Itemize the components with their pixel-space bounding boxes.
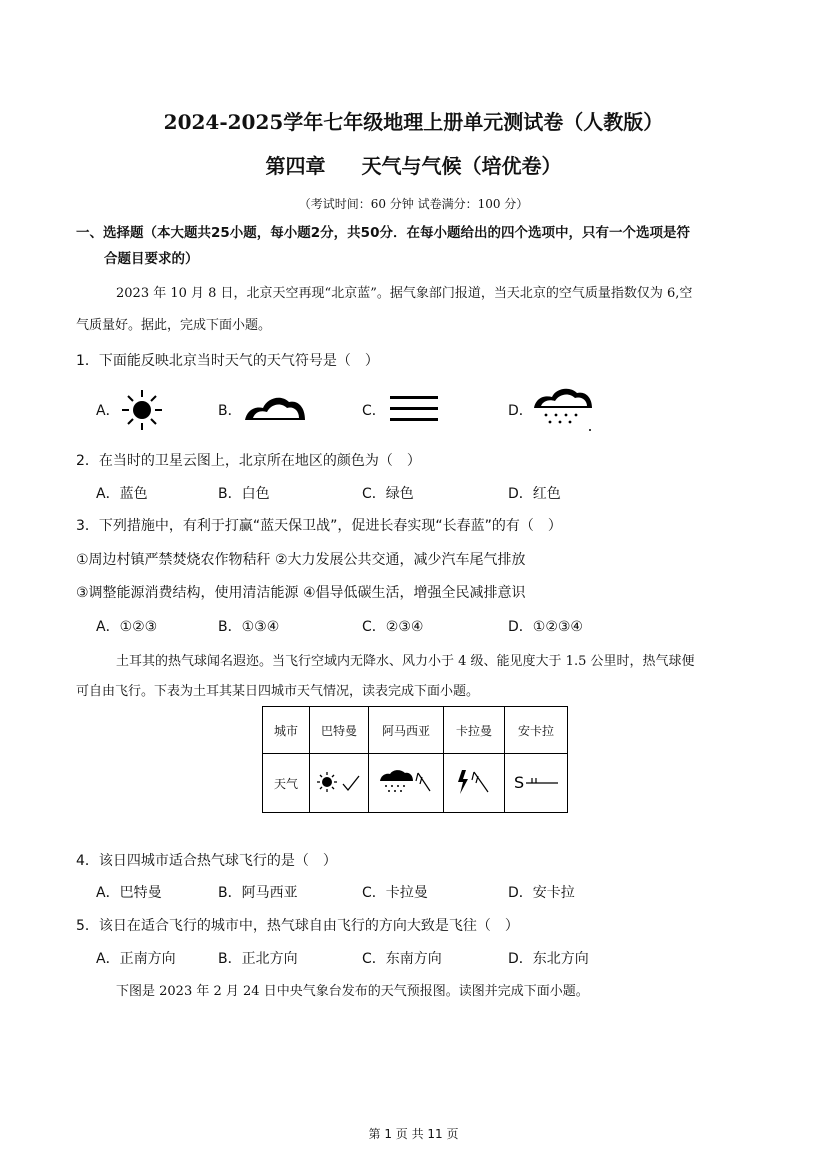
question-4-stem: 4．该日四城市适合热气球飞行的是（ ） xyxy=(76,853,337,869)
table-cell xyxy=(505,754,568,813)
passage-3-line-1: 下图是 2023 年 2 月 24 日中央气象台发布的天气预报图。读图并完成下面小题。 xyxy=(116,984,589,999)
q5-option-c: C．东南方向 xyxy=(362,951,442,967)
q1-option-a-label: A． xyxy=(96,403,120,419)
sandstorm-wind-icon xyxy=(512,770,560,794)
q3-option-a: A．①②③ xyxy=(96,619,158,635)
q5-option-b: B．正北方向 xyxy=(218,951,298,967)
table-cell xyxy=(444,754,505,813)
q2-option-d: D．红色 xyxy=(508,486,561,502)
section-title-cont: 合题目要求的） xyxy=(104,251,199,267)
q1-option-c-label: C． xyxy=(362,403,386,419)
question-3-stem: 3．下列措施中，有利于打赢“蓝天保卫战”，促进长春实现“长春蓝”的有（ ） xyxy=(76,518,562,534)
thunder-wind-icon xyxy=(454,768,494,796)
q3-option-d: D．①②③④ xyxy=(508,619,583,635)
q1-option-d-label: D． xyxy=(508,403,533,419)
q4-option-a: A．巴特曼 xyxy=(96,885,162,901)
exam-info: （考试时间：60 分钟 试卷满分：100 分） xyxy=(298,197,529,211)
rain-wind-icon xyxy=(378,769,434,795)
q2-option-b: B．白色 xyxy=(218,486,270,502)
question-2-stem: 2．在当时的卫星云图上，北京所在地区的颜色为（ ） xyxy=(76,453,421,469)
rain-icon xyxy=(532,386,594,432)
weather-table xyxy=(262,706,568,813)
table-header-cell: 城市 xyxy=(263,707,310,754)
q2-option-a: A．蓝色 xyxy=(96,486,148,502)
table-row-label: 天气 xyxy=(263,754,310,813)
q4-option-d: D．安卡拉 xyxy=(508,885,575,901)
question-3-item-line-1: ①周边村镇严禁焚烧农作物秸秆 ②大力发展公共交通，减少汽车尾气排放 xyxy=(76,552,526,568)
q3-option-c: C．②③④ xyxy=(362,619,424,635)
table-header-cell: 阿马西亚 xyxy=(369,707,444,754)
table-header-row xyxy=(263,707,568,754)
passage-2-line-2: 可自由飞行。下表为土耳其某日四城市天气情况，读表完成下面小题。 xyxy=(76,684,480,699)
table-cell xyxy=(310,754,369,813)
section-title: 一、选择题（本大题共25小题，每小题2分，共50分．在每小题给出的四个选项中，只有一个选项是符 xyxy=(76,225,690,241)
svg-text:S: S xyxy=(514,772,525,792)
q2-option-c: C．绿色 xyxy=(362,486,414,502)
table-header-cell: 卡拉曼 xyxy=(444,707,505,754)
table-cell xyxy=(369,754,444,813)
q5-option-a: A．正南方向 xyxy=(96,951,176,967)
question-3-item-line-2: ③调整能源消费结构，使用清洁能源 ④倡导低碳生活，增强全民减排意识 xyxy=(76,585,526,601)
q1-option-b-label: B． xyxy=(218,403,242,419)
sunny-wind-icon xyxy=(315,770,363,794)
page-number: 第 1 页 共 11 页 xyxy=(368,1127,459,1141)
table-header-cell: 安卡拉 xyxy=(505,707,568,754)
table-header-cell: 巴特曼 xyxy=(310,707,369,754)
chapter-number: 第四章 xyxy=(265,154,326,178)
chapter-title: 天气与气候（培优卷） xyxy=(361,154,562,178)
table-row xyxy=(263,754,568,813)
sunny-icon xyxy=(120,388,164,432)
q4-option-c: C．卡拉曼 xyxy=(362,885,428,901)
q3-option-b: B．①③④ xyxy=(218,619,280,635)
passage-1-line-2: 气质量好。据此，完成下面小题。 xyxy=(76,318,272,333)
section-heading xyxy=(76,220,756,272)
q4-option-b: B．阿马西亚 xyxy=(218,885,298,901)
chapter-heading xyxy=(0,150,827,179)
passage-1-line-1: 2023 年 10 月 8 日，北京天空再现“北京蓝”。据气象部门报道，当天北京的空气质量指数仅为 6,空 xyxy=(116,286,693,301)
question-5-stem: 5．该日在适合飞行的城市中，热气球自由飞行的方向大致是飞往（ ） xyxy=(76,918,519,934)
paper-title: 2024-2025学年七年级地理上册单元测试卷（人教版） xyxy=(163,110,664,134)
passage-2-line-1: 土耳其的热气球闻名遐迩。当飞行空域内无降水、风力小于 4 级、能见度大于 1.5 公里时，热气球便 xyxy=(116,654,695,669)
fog-icon xyxy=(390,394,440,424)
question-1-stem: 1．下面能反映北京当时天气的天气符号是（ ） xyxy=(76,353,379,369)
overcast-icon xyxy=(243,392,309,422)
q5-option-d: D．东北方向 xyxy=(508,951,589,967)
